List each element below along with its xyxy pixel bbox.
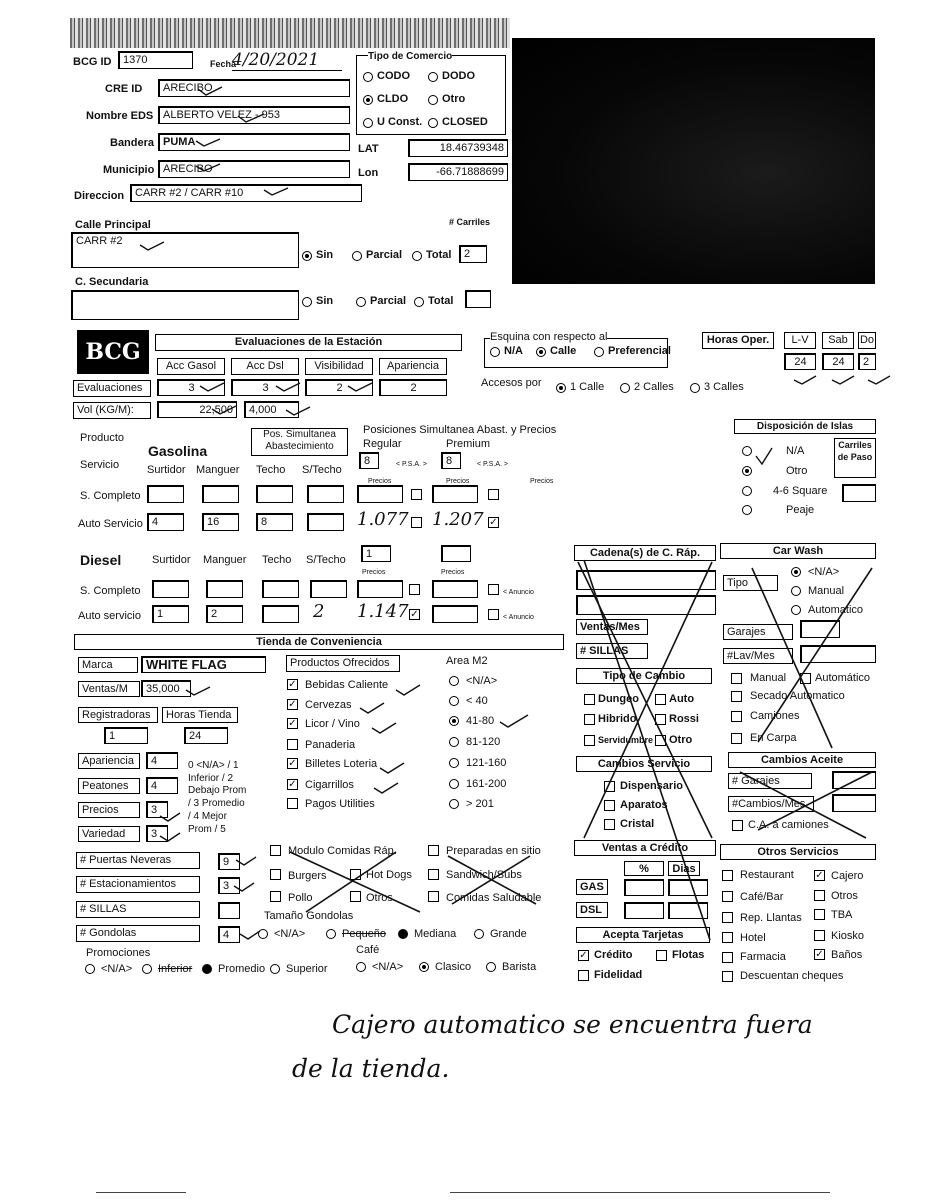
label-os-cajero: Cajero xyxy=(831,870,864,882)
handwritten-note-line-1: Cajero automatico se encuentra fuera xyxy=(332,1010,813,1039)
gas-col-techo: Techo xyxy=(256,464,286,476)
label-1-calle: 1 Calle xyxy=(570,381,605,393)
dsl-col-manguer: Manguer xyxy=(203,554,247,566)
evaluaciones-title: Evaluaciones de la Estación xyxy=(155,334,462,351)
variedad-field[interactable]: 3 xyxy=(146,825,168,842)
premium-psa-field[interactable]: 8 xyxy=(441,452,461,469)
lat-field[interactable]: 18.46739348 xyxy=(408,139,508,157)
cross-out-carwash xyxy=(740,568,872,838)
vol-diesel[interactable]: 4,000 xyxy=(244,401,299,418)
label-cw-manual: Manual xyxy=(808,585,845,597)
gasolina-title: Gasolina xyxy=(148,443,208,459)
nombre-eds-field[interactable]: ALBERTO VELEZ - 953 xyxy=(158,106,350,124)
label-islas-peaje: Peaje xyxy=(786,504,815,516)
label-cs-2: Cristal xyxy=(620,818,655,830)
ventas-m-label: Ventas/M xyxy=(78,681,140,697)
label-os-farmacia: Farmacia xyxy=(740,951,786,963)
gondolas-field[interactable]: 4 xyxy=(218,926,240,943)
registradoras-field[interactable]: 1 xyxy=(104,727,148,744)
vol-label: Vol (KG/M): xyxy=(73,402,151,419)
label-esquina-na: N/A xyxy=(504,345,523,357)
label-area-5: 161-200 xyxy=(466,778,507,790)
label-cambio-5: Otro xyxy=(669,734,693,746)
label-area-6: > 201 xyxy=(466,798,494,810)
label-cambio-4: Servidumbre xyxy=(598,735,654,745)
label-area-0: <N/A> xyxy=(466,675,498,687)
scale-1: Inferior / 2 xyxy=(188,773,234,784)
dsl-precios-label-1: Precios xyxy=(362,569,386,576)
horas-col-do: Do xyxy=(858,332,876,349)
label-esquina-calle: Calle xyxy=(550,345,577,357)
dsl-precios-label-2: Precios xyxy=(441,569,465,576)
horas-do[interactable]: 2 xyxy=(858,353,876,370)
check-prod-1[interactable]: ✓ xyxy=(288,699,297,710)
check-prod-2[interactable]: ✓ xyxy=(288,718,297,729)
productos-label: Productos Ofrecidos xyxy=(286,655,400,672)
registradoras-label: Registradoras xyxy=(78,707,158,723)
col-visibilidad: Visibilidad xyxy=(305,358,373,375)
label-tam-na: <N/A> xyxy=(274,928,306,940)
fecha-label: Fecha xyxy=(210,59,237,69)
cambios-aceite-title: Cambios Aceite xyxy=(728,752,876,768)
municipio-label: Municipio xyxy=(103,164,155,176)
precios-tienda-field[interactable]: 3 xyxy=(146,801,168,818)
gas-as-precio-premium[interactable]: 1.207 xyxy=(432,509,484,530)
label-cw-carpa: En Carpa xyxy=(750,732,797,744)
dias-label: Dias xyxy=(668,861,700,876)
gas-col-surtidor: Surtidor xyxy=(147,464,186,476)
calle-principal-field[interactable]: CARR #2 xyxy=(71,232,299,268)
scale-0: 0 <N/A> / 1 xyxy=(188,760,239,771)
cambio-servicio-title: Cambios Servicio xyxy=(576,756,712,772)
producto-label: Producto xyxy=(80,432,125,444)
label-os-tba: TBA xyxy=(831,909,853,921)
bcg-id-field[interactable]: 1370 xyxy=(118,51,193,69)
calle-secundaria-label: C. Secundaria xyxy=(75,276,149,288)
peatones-label: Peatones xyxy=(78,778,140,794)
dsl-col-surtidor: Surtidor xyxy=(152,554,191,566)
dsl-auto-servicio-label: Auto servicio xyxy=(78,610,141,622)
label-hotdogs: Hot Dogs xyxy=(366,869,412,881)
dsl-anuncio-label-1: < Anuncio xyxy=(503,589,534,596)
check-os-banos[interactable]: ✓ xyxy=(815,949,824,960)
dsl-anuncio-label-2: < Anuncio xyxy=(503,614,534,621)
label-cw-auto: Automatico xyxy=(808,604,864,616)
promociones-label: Promociones xyxy=(86,947,151,959)
carriles-paso-label: Carriles de Paso xyxy=(834,438,876,478)
label-os-cafe: Café/Bar xyxy=(740,891,784,903)
col-acc-gasol: Acc Gasol xyxy=(157,358,225,375)
label-area-1: < 40 xyxy=(466,695,488,707)
check-prod-4[interactable]: ✓ xyxy=(288,758,297,769)
label-parcial-2: Parcial xyxy=(370,295,407,307)
horas-col-sab: Sab xyxy=(822,332,854,349)
eval-acc-dsl[interactable]: 3 xyxy=(231,379,299,396)
calle-principal-label: Calle Principal xyxy=(75,219,151,231)
tipo-cambio-title: Tipo de Cambio xyxy=(576,668,712,684)
dsl-as-stecho[interactable]: 2 xyxy=(313,601,325,622)
check-prod-5[interactable]: ✓ xyxy=(288,779,297,790)
label-cw-extra-auto: Automático xyxy=(815,672,871,684)
handwritten-note-line-2: de la tienda. xyxy=(292,1054,450,1083)
label-uconst: U Const. xyxy=(377,116,423,128)
bcg-logo: BCG xyxy=(77,330,149,374)
ca-cambios-mes-label: #Cambios/Mes xyxy=(728,796,814,812)
label-os-restaurant: Restaurant xyxy=(740,869,794,881)
horas-tienda-label: Horas Tienda xyxy=(162,707,238,723)
check-os-cajero[interactable]: ✓ xyxy=(815,870,824,881)
gas-col-manguer: Manguer xyxy=(196,464,240,476)
pos-sim-precios-label: Posiciones Simultanea Abast. y Precios xyxy=(363,424,557,436)
puertas-field[interactable]: 9 xyxy=(218,853,240,870)
apariencia-label: Apariencia xyxy=(78,753,140,769)
premium-label: Premium xyxy=(446,438,491,450)
scale-5: Prom / 5 xyxy=(188,824,226,835)
label-cldo: CLDO xyxy=(377,93,409,105)
dsl-col-techo: Techo xyxy=(262,554,292,566)
nombre-eds-label: Nombre EDS xyxy=(86,110,154,122)
label-area-4: 121-160 xyxy=(466,757,507,769)
gas-auto-servicio-label: Auto Servicio xyxy=(78,518,143,530)
label-pollo: Pollo xyxy=(288,892,313,904)
label-os-otros: Otros xyxy=(831,890,858,902)
label-os-hotel: Hotel xyxy=(740,932,766,944)
horas-lv[interactable]: 24 xyxy=(784,353,816,370)
label-islas-square: 4-6 Square xyxy=(773,485,828,497)
label-cs-1: Aparatos xyxy=(620,799,668,811)
dsl-label: DSL xyxy=(576,902,608,918)
regular-psa-label: < P.S.A. > xyxy=(396,461,428,468)
car-wash-tipo-label: Tipo xyxy=(723,575,778,591)
esquina-title: Esquina con respecto al xyxy=(490,331,608,343)
estacionamientos-label: # Estacionamientos xyxy=(76,876,200,893)
scan-edge-2 xyxy=(450,1192,830,1193)
dsl-as-manguer[interactable]: 2 xyxy=(206,605,243,623)
otros-servicios-title: Otros Servicios xyxy=(720,844,876,860)
horas-col-lv: L-V xyxy=(784,332,816,349)
ventas-m-field[interactable]: 35,000 xyxy=(141,680,191,697)
tienda-title: Tienda de Conveniencia xyxy=(74,634,564,650)
car-wash-title: Car Wash xyxy=(720,543,876,559)
ventas-credito-title: Ventas a Crédito xyxy=(574,840,716,856)
label-prod-4: Billetes Loteria xyxy=(305,758,378,770)
gas-as-check-premium[interactable]: ✓ xyxy=(489,517,498,528)
label-os-banos: Baños xyxy=(831,949,863,961)
dsl-as-precio[interactable]: 1.147 xyxy=(357,601,409,622)
label-comidas-rap: Modulo Comidas Ráp. xyxy=(288,845,397,857)
label-area-3: 81-120 xyxy=(466,736,501,748)
label-os-llantas: Rep. Llantas xyxy=(740,912,802,924)
label-tam-grande: Grande xyxy=(490,928,527,940)
label-closed: CLOSED xyxy=(442,116,488,128)
dsl-as-check[interactable]: ✓ xyxy=(410,609,419,620)
accesos-label: Accesos por xyxy=(481,377,542,389)
dsl-col-stecho: S/Techo xyxy=(306,554,346,566)
label-cafe-na: <N/A> xyxy=(372,961,404,973)
vol-gasolina[interactable]: 22,500 xyxy=(157,401,237,418)
bandera-field[interactable]: PUMA xyxy=(158,133,350,151)
bcg-id-label: BCG ID xyxy=(73,56,112,68)
precios-label-3: Precios xyxy=(530,478,554,485)
gas-s-completo-label: S. Completo xyxy=(80,490,141,502)
label-cw-na: <N/A> xyxy=(808,566,840,578)
label-promo-na: <N/A> xyxy=(101,963,133,975)
label-cafe-clasico: Clasico xyxy=(435,961,472,973)
label-esquina-pref: Preferencial xyxy=(608,345,671,357)
scale-4: / 4 Mejor xyxy=(188,811,227,822)
precios-label-1: Precios xyxy=(368,478,392,485)
label-sin-1: Sin xyxy=(316,249,334,261)
label-fidelidad: Fidelidad xyxy=(594,969,643,981)
label-prod-0: Bebidas Caliente xyxy=(305,679,389,691)
regular-label: Regular xyxy=(363,438,402,450)
puertas-label: # Puertas Neveras xyxy=(76,852,200,869)
col-acc-dsl: Acc Dsl xyxy=(231,358,299,375)
label-total-2: Total xyxy=(428,295,454,307)
area-label: Area M2 xyxy=(446,655,488,667)
pct-label: % xyxy=(624,861,664,876)
label-promo-promedio: Promedio xyxy=(218,963,266,975)
dsl-as-surtidor[interactable]: 1 xyxy=(152,605,189,623)
garajes-label: Garajes xyxy=(723,624,793,640)
label-cambio-1: Auto xyxy=(669,693,695,705)
label-tam-pequeno: Pequeño xyxy=(342,928,387,940)
servicio-label: Servicio xyxy=(80,459,120,471)
carriles-label: # Carriles xyxy=(449,217,491,227)
cre-id-label: CRE ID xyxy=(105,83,143,95)
check-credito[interactable]: ✓ xyxy=(579,950,588,961)
estacionamientos-field[interactable]: 3 xyxy=(218,877,240,894)
gas-label: GAS xyxy=(576,879,608,895)
precios-tienda-label: Precios xyxy=(78,802,140,818)
label-prod-6: Pagos Utilities xyxy=(305,798,375,810)
label-cw-secado: Secado Automatico xyxy=(750,690,845,702)
gas-as-surtidor[interactable]: 4 xyxy=(147,513,184,531)
label-sandwich: Sandwich/Subs xyxy=(446,869,522,881)
eval-acc-gasol[interactable]: 3 xyxy=(157,379,225,396)
horas-oper-label: Horas Oper. xyxy=(702,332,774,349)
label-otro: Otro xyxy=(442,93,466,105)
check-ticks xyxy=(140,87,890,939)
label-cw-extra-manual: Manual xyxy=(750,672,787,684)
ca-garajes-label: # Garajes xyxy=(728,773,812,789)
dsl-s-completo-label: S. Completo xyxy=(80,585,141,597)
label-prod-5: Cigarrillos xyxy=(305,779,354,791)
cafe-label: Café xyxy=(356,944,380,956)
eval-apariencia[interactable]: 2 xyxy=(379,379,447,396)
col-apariencia: Apariencia xyxy=(379,358,447,375)
fecha-value[interactable]: 4/20/2021 xyxy=(232,50,320,70)
scale-3: / 3 Promedio xyxy=(188,798,245,809)
label-otros-comida: Otros xyxy=(366,892,393,904)
label-codo: CODO xyxy=(377,70,410,82)
label-cambio-2: Hibrido xyxy=(598,713,637,725)
label-ca-camiones: C.A. a camiones xyxy=(748,819,829,831)
label-3-calles: 3 Calles xyxy=(704,381,744,393)
lav-mes-label: #Lav/Mes xyxy=(723,648,793,664)
label-area-2: 41-80 xyxy=(466,715,495,727)
peatones-field[interactable]: 4 xyxy=(146,777,178,794)
cross-out-cadena xyxy=(578,560,712,940)
pos-sim-header: Pos. Simultanea Abastecimiento xyxy=(251,428,348,456)
gas-as-manguer[interactable]: 16 xyxy=(202,513,239,531)
label-prod-1: Cervezas xyxy=(305,699,352,711)
label-os-kiosko: Kiosko xyxy=(831,930,865,942)
acepta-tarjetas-title: Acepta Tarjetas xyxy=(576,927,710,943)
cadena-rap-title: Cadena(s) de C. Ráp. xyxy=(574,545,716,561)
label-prod-3: Panaderia xyxy=(305,739,356,751)
bandera-label: Bandera xyxy=(110,137,155,149)
municipio-field[interactable]: ARECIBO xyxy=(158,160,350,178)
label-cafe-barista: Barista xyxy=(502,961,537,973)
label-islas-otro: Otro xyxy=(786,465,808,477)
label-promo-inferior: Inferior xyxy=(158,963,193,975)
label-tam-mediana: Mediana xyxy=(414,928,457,940)
premium-psa-label: < P.S.A. > xyxy=(477,461,509,468)
label-saludable: Comidas Saludable xyxy=(446,892,542,904)
label-credito: Crédito xyxy=(594,949,633,961)
label-cs-0: Dispensario xyxy=(620,780,683,792)
cross-out-comidas xyxy=(290,852,536,912)
label-preparadas: Preparadas en sitio xyxy=(446,845,541,857)
scan-edge-1 xyxy=(96,1192,186,1193)
marca-field[interactable]: WHITE FLAG xyxy=(141,656,266,673)
label-flotas: Flotas xyxy=(672,949,705,961)
disposicion-title: Disposición de Islas xyxy=(734,419,876,434)
tipo-comercio-title: Tipo de Comercio xyxy=(368,51,453,62)
cre-id-field[interactable]: ARECIBO xyxy=(158,79,350,97)
label-parcial-1: Parcial xyxy=(366,249,403,261)
label-2-calles: 2 Calles xyxy=(634,381,674,393)
label-cambio-0: Dungeo xyxy=(598,693,639,705)
label-cambio-3: Rossi xyxy=(669,713,699,725)
label-prod-2: Licor / Vino xyxy=(305,718,360,730)
label-sin-2: Sin xyxy=(316,295,334,307)
evaluaciones-row-label: Evaluaciones xyxy=(73,380,151,397)
label-dodo: DODO xyxy=(442,70,475,82)
label-islas-na: N/A xyxy=(786,445,805,457)
horas-tienda-field[interactable]: 24 xyxy=(184,727,228,744)
label-total-1: Total xyxy=(426,249,452,261)
lon-field[interactable]: -66.71888699 xyxy=(408,163,508,181)
variedad-label: Variedad xyxy=(78,826,140,842)
direccion-field[interactable]: CARR #2 / CARR #10 xyxy=(130,184,362,202)
cadena-sillas-label: # SILLAS xyxy=(576,643,648,659)
gondolas-label: # Gondolas xyxy=(76,925,200,942)
direccion-label: Direccion xyxy=(74,190,125,202)
label-cw-camiones: Camiones xyxy=(750,710,800,722)
dsl-pos-field[interactable]: 1 xyxy=(361,545,391,562)
ventas-mes-label: Ventas/Mes xyxy=(576,619,648,635)
gas-as-techo[interactable]: 8 xyxy=(256,513,293,531)
diesel-title: Diesel xyxy=(80,552,122,568)
tienda-sillas-label: # SILLAS xyxy=(76,901,200,918)
eval-visibilidad[interactable]: 2 xyxy=(305,379,373,396)
scale-2: Debajo Prom xyxy=(188,785,247,796)
tamano-gondolas-label: Tamaño Gondolas xyxy=(264,910,354,922)
regular-psa-field[interactable]: 8 xyxy=(359,452,379,469)
lon-label: Lon xyxy=(358,167,379,179)
precios-label-2: Precios xyxy=(446,478,470,485)
gas-col-stecho: S/Techo xyxy=(302,464,342,476)
check-prod-0[interactable]: ✓ xyxy=(288,679,297,690)
label-burgers: Burgers xyxy=(288,870,327,882)
lat-label: LAT xyxy=(358,143,379,155)
marca-label: Marca xyxy=(78,657,138,673)
gas-as-precio-regular[interactable]: 1.077 xyxy=(357,509,409,530)
label-os-descuentan: Descuentan cheques xyxy=(740,970,844,982)
apariencia-field[interactable]: 4 xyxy=(146,752,178,769)
horas-sab[interactable]: 24 xyxy=(822,353,854,370)
carriles-field[interactable]: 2 xyxy=(459,245,487,263)
label-promo-superior: Superior xyxy=(286,963,328,975)
